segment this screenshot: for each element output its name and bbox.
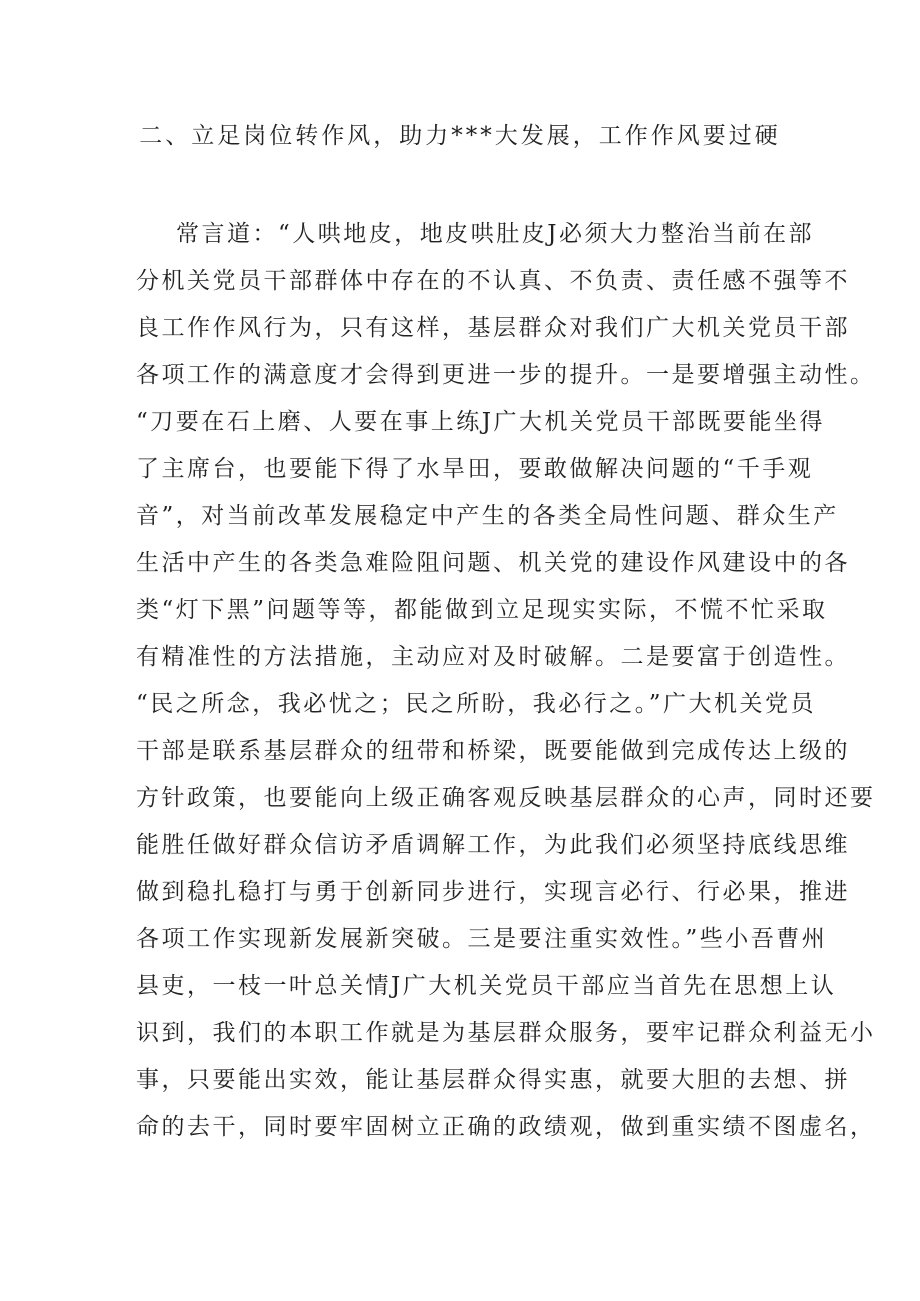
paragraph-line: 音”，对当前改革发展稳定中产生的各类全局性问题、群众生产	[136, 503, 839, 529]
paragraph-line: 做到稳扎稳打与勇于创新同步进行，实现言必行、行必果，推进	[136, 879, 850, 905]
paragraph-line: 命的去干，同时要牢固树立正确的政绩观，做到重实绩不图虚名，	[136, 1114, 876, 1140]
body-paragraph	[136, 211, 876, 1151]
paragraph-line: 能胜任做好群众信访矛盾调解工作，为此我们必须坚持底线思维	[136, 832, 850, 858]
paragraph-line: 良工作作风行为，只有这样，基层群众对我们广大机关党员干部	[136, 315, 850, 341]
paragraph-line: 事，只要能出实效，能让基层群众得实惠，就要大胆的去想、拼	[136, 1067, 850, 1093]
paragraph-line: “民之所念，我必忧之；民之所盼，我必行之。”广大机关党员	[136, 691, 817, 717]
paragraph-line: 常言道：“人哄地皮，地皮哄肚皮J必须大力整治当前在部	[176, 221, 814, 247]
paragraph-line: 了主席台，也要能下得了水旱田，要敢做解决问题的“千手观	[136, 456, 814, 482]
paragraph-line: 方针政策，也要能向上级正确客观反映基层群众的心声，同时还要	[136, 785, 876, 811]
paragraph-line: 各项工作的满意度才会得到更进一步的提升。一是要增强主动性。	[136, 362, 876, 388]
paragraph-line: 分机关党员干部群体中存在的不认真、不负责、责任感不强等不	[136, 268, 850, 294]
paragraph-line: 生活中产生的各类急难险阻问题、机关党的建设作风建设中的各	[136, 550, 850, 576]
paragraph-line: 各项工作实现新发展新突破。三是要注重实效性。”些小吾曹州	[136, 926, 828, 952]
paragraph-line: 类“灯下黑”问题等等，都能做到立足现实实际，不慌不忙采取	[136, 597, 828, 623]
paragraph-line: 有精准性的方法措施，主动应对及时破解。二是要富于创造性。	[136, 644, 850, 670]
section-heading: 二、立足岗位转作风，助力***大发展，工作作风要过硬	[139, 123, 781, 149]
paragraph-line: 县吏，一枝一叶总关情J广大机关党员干部应当首先在思想上认	[136, 973, 837, 999]
paragraph-line: 识到，我们的本职工作就是为基层群众服务，要牢记群众利益无小	[136, 1020, 876, 1046]
paragraph-line: 干部是联系基层群众的纽带和桥梁，既要能做到完成传达上级的	[136, 738, 850, 764]
paragraph-line: “刀要在石上磨、人要在事上练J广大机关党员干部既要能坐得	[136, 409, 825, 435]
